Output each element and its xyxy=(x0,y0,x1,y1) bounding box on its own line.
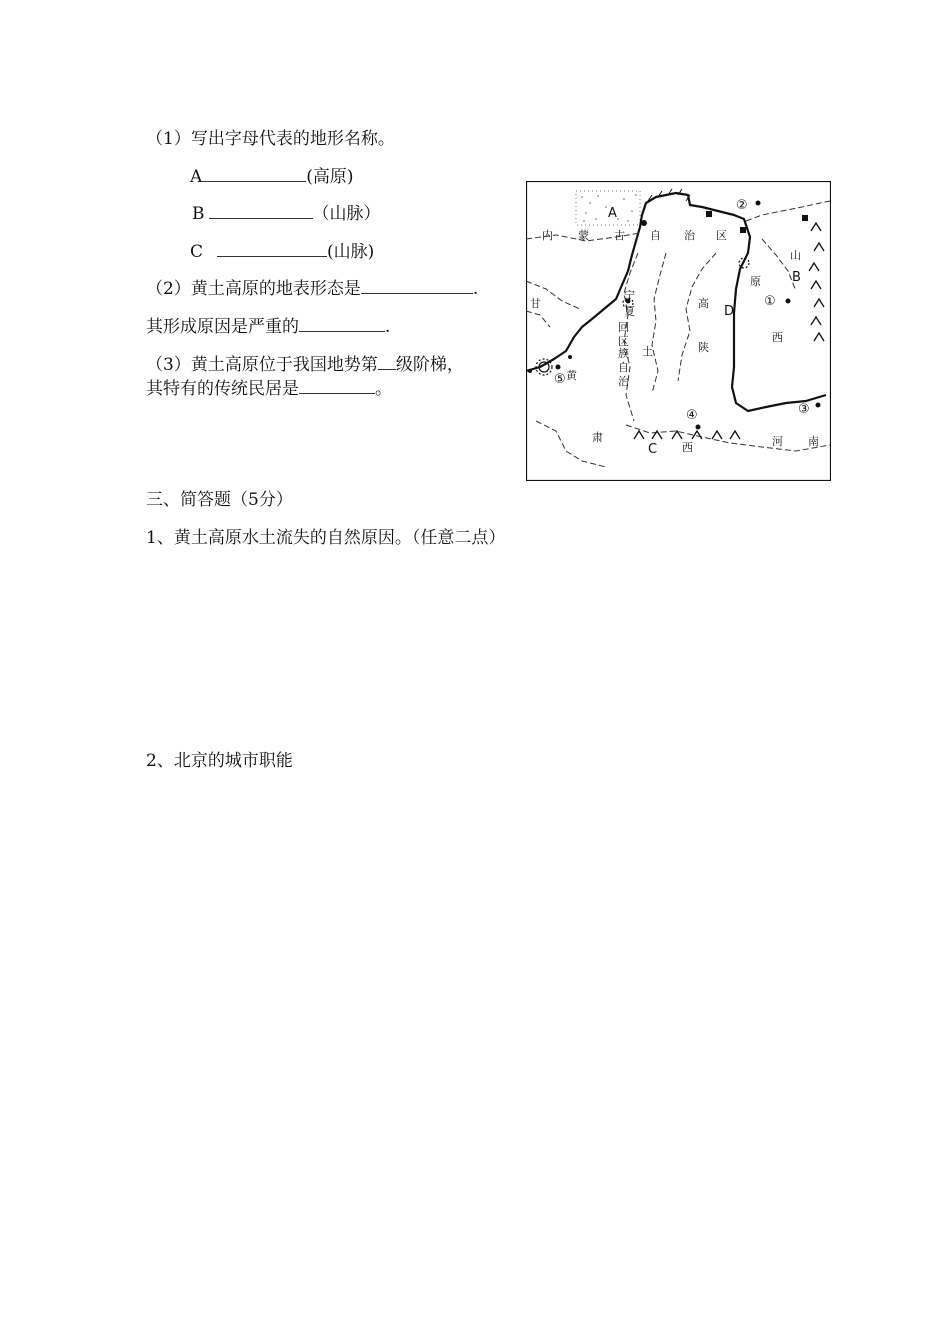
q2-prefix: （2）黄土高原的地表形态是 xyxy=(146,279,361,299)
q2-line1 xyxy=(146,277,478,300)
map-label-nei: 内 xyxy=(542,229,553,242)
q3-line2 xyxy=(146,377,392,400)
q1-c-letter: C xyxy=(190,242,204,262)
q3-line2-suffix: 。 xyxy=(375,379,392,399)
map-label-d: D xyxy=(724,304,735,319)
q1-b-blank[interactable] xyxy=(209,202,313,219)
q3-prefix: （3）黄土高原位于我国地势第 xyxy=(146,355,378,375)
q1-b-suffix: （山脉） xyxy=(312,204,381,224)
map-label-gan: 甘 xyxy=(530,297,541,310)
map-label-shaan: 陕 xyxy=(698,341,709,354)
q1-a-blank[interactable] xyxy=(202,165,306,182)
loess-plateau-map xyxy=(526,181,831,481)
map-label-c: C xyxy=(648,442,658,457)
map-label-zhi: 治 xyxy=(684,229,695,242)
map-label-su: 肃 xyxy=(592,431,603,444)
map-frame xyxy=(527,182,831,481)
map-label-gu: 古 xyxy=(614,229,625,242)
q1-item-c xyxy=(190,240,374,263)
q1-item-a xyxy=(190,165,354,188)
q2-line2-suffix: . xyxy=(385,317,391,337)
q3-suffix: 级阶梯， xyxy=(395,355,464,375)
q1-b-letter: B xyxy=(192,204,205,224)
q1-c-suffix: (山脉) xyxy=(327,242,375,262)
q3-blank-2[interactable] xyxy=(299,377,375,394)
map-label-he: 河 xyxy=(772,435,783,448)
map-svg xyxy=(526,181,831,481)
q2-blank-1[interactable] xyxy=(361,277,473,294)
map-label-xi-province: 西 xyxy=(772,331,783,344)
section3-item2: 2、北京的城市职能 xyxy=(146,751,293,771)
map-label-xia: 夏 xyxy=(624,305,635,318)
map-label-zi2: 自 xyxy=(618,361,629,374)
q2-line2 xyxy=(146,315,390,338)
map-label-n1: ① xyxy=(764,294,776,309)
map-label-n3: ③ xyxy=(798,402,810,417)
map-label-yuan: 原 xyxy=(750,275,761,288)
q1-c-blank[interactable] xyxy=(217,240,327,257)
map-label-ning: 宁 xyxy=(624,289,635,302)
map-label-n2: ② xyxy=(736,198,748,213)
map-label-huang: 黄 xyxy=(566,369,577,382)
map-label-zu: 族 xyxy=(618,347,629,360)
map-label-n4: ④ xyxy=(686,408,698,423)
map-label-zi: 自 xyxy=(650,229,661,242)
q1-a-letter: A xyxy=(190,167,203,187)
map-label-tu: 土 xyxy=(642,345,653,358)
q3-line1 xyxy=(146,353,464,376)
map-label-qu: 区 xyxy=(716,229,727,242)
q2-blank-2[interactable] xyxy=(299,315,385,332)
map-label-b: B xyxy=(792,270,801,285)
map-label-a: A xyxy=(608,206,617,221)
map-label-xi-shaanxi: 西 xyxy=(682,441,693,454)
q2-line2-prefix: 其形成原因是严重的 xyxy=(146,317,299,337)
map-label-qu2: 区 xyxy=(618,335,629,348)
q1-item-b xyxy=(192,202,381,225)
map-label-zhi2: 治 xyxy=(618,375,629,388)
section3-item1: 1、黄土高原水土流失的自然原因。（任意二点） xyxy=(146,528,506,548)
q2-suffix: . xyxy=(472,279,479,299)
map-label-gao: 高 xyxy=(698,297,709,310)
map-label-hui: 回 xyxy=(618,321,629,334)
map-label-meng: 蒙 xyxy=(578,229,589,242)
q1-prompt: （1）写出字母代表的地形名称。 xyxy=(146,129,395,149)
map-label-shan-province: 山 xyxy=(790,249,801,262)
q3-blank-1[interactable] xyxy=(378,353,396,370)
map-label-n5: ⑤ xyxy=(554,372,566,387)
q3-line2-prefix: 其特有的传统民居是 xyxy=(146,379,299,399)
map-label-nan: 南 xyxy=(808,435,819,448)
q1-a-suffix: (高原) xyxy=(306,167,354,187)
section3-title: 三、简答题（5分） xyxy=(146,490,293,510)
